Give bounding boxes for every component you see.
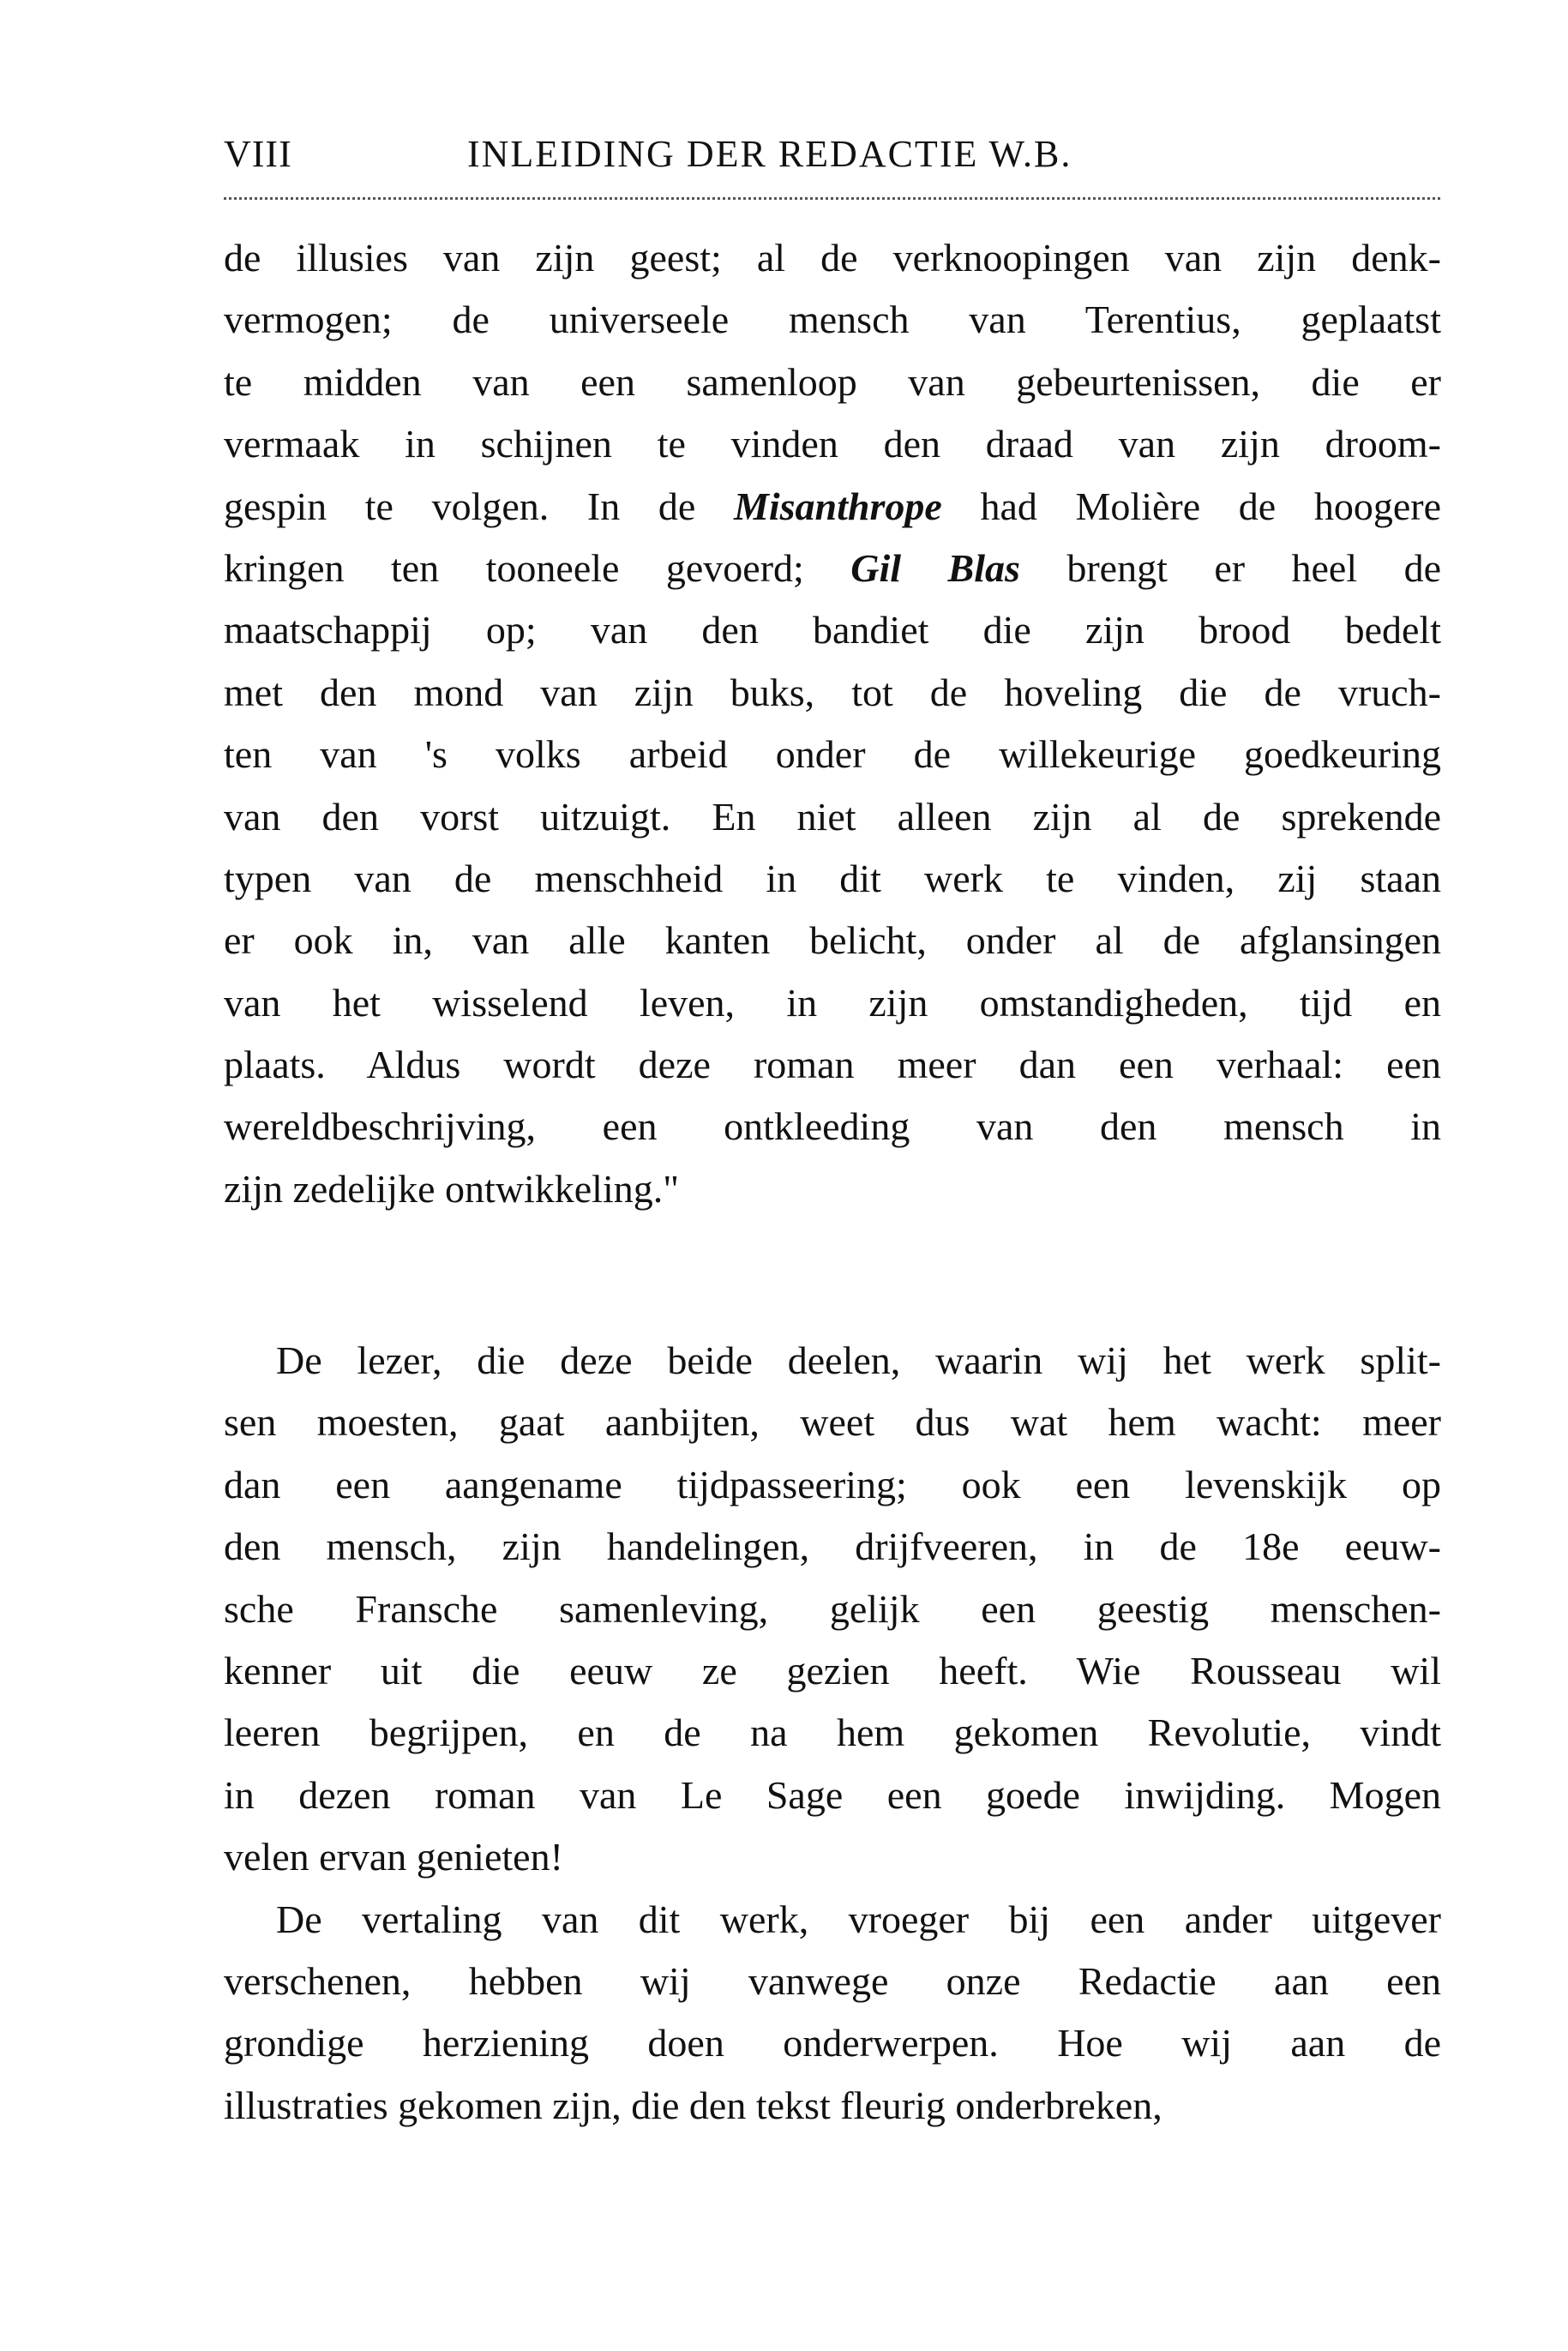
- text-segment: grondige herziening doen onderwerpen. Hoe wij aan de: [224, 2021, 1441, 2065]
- text-segment: sche Fransche samenleving, gelijk een geestig menschen-: [224, 1586, 1441, 1631]
- text-line: [224, 476, 1441, 538]
- text-line: [224, 1640, 1441, 1702]
- text-segment: typen van de menschheid in dit werk te vinden, zij staan: [224, 856, 1441, 900]
- text-segment: kringen ten tooneele gevoerd;: [224, 545, 851, 590]
- text-segment: de illusies van zijn geest; al de verknoopingen van zijn denk-: [224, 236, 1441, 280]
- text-segment: van het wisselend leven, in zijn omstandigheden, tijd en: [224, 980, 1441, 1025]
- text-line: [224, 662, 1441, 724]
- text-line: [224, 289, 1441, 351]
- text-line: [224, 599, 1441, 661]
- text-line: [224, 1889, 1441, 1951]
- text-segment: van den vorst uitzuigt. En niet alleen zijn al de sprekende: [224, 794, 1441, 839]
- text-line: [224, 1951, 1441, 2012]
- text-segment: plaats. Aldus wordt deze roman meer dan een verhaal: een: [224, 1043, 1441, 1087]
- text-line: [224, 1702, 1441, 1764]
- text-line: [224, 1578, 1441, 1640]
- text-segment: in dezen roman van Le Sage een goede inwijding. Mogen: [224, 1772, 1441, 1817]
- text-segment: sen moesten, gaat aanbijten, weet dus wat hem wacht: meer: [224, 1400, 1441, 1445]
- running-title: INLEIDING DER REDACTIE W.B.: [467, 133, 1072, 175]
- text-line: [224, 848, 1441, 910]
- text-line: [224, 786, 1441, 848]
- text-line: [224, 1454, 1441, 1516]
- text-line: [224, 1765, 1441, 1826]
- text-line: [224, 352, 1441, 413]
- text-segment: den mensch, zijn handelingen, drijfveeren, in de 18e eeuw-: [224, 1524, 1441, 1569]
- text-line: [224, 538, 1441, 599]
- text-segment: verschenen, hebben wij vanwege onze Redactie aan een: [224, 1958, 1441, 2003]
- text-segment: gespin te volgen. In de: [224, 484, 734, 528]
- text-line: [224, 227, 1441, 289]
- text-line: [224, 1392, 1441, 1453]
- text-line: [224, 1330, 1441, 1392]
- text-segment: brengt er heel de: [1019, 545, 1441, 590]
- text-segment: leeren begrijpen, en de na hem gekomen Revolutie, vindt: [224, 1711, 1441, 1755]
- text-segment: De lezer, die deze beide deelen, waarin wij het werk split-: [276, 1338, 1441, 1382]
- text-segment: er ook in, van alle kanten belicht, onder al de afglansingen: [224, 918, 1441, 963]
- page-number: VIII: [224, 133, 292, 175]
- text-segment: vermogen; de universeele mensch van Terentius, geplaatst: [224, 298, 1441, 342]
- text-segment: illustraties gekomen zijn, die den tekst fleurig onderbreken,: [224, 2083, 1162, 2127]
- text-segment: De vertaling van dit werk, vroeger bij een ander uitgever: [276, 1897, 1441, 1941]
- text-segment: had Molière de hoogere: [941, 484, 1441, 528]
- text-line: [224, 413, 1441, 475]
- text-segment: te midden van een samenloop van gebeurtenissen, die er: [224, 359, 1441, 404]
- text-line: [224, 910, 1441, 971]
- text-segment: dan een aangename tijdpasseering; ook een levenskijk op: [224, 1462, 1441, 1506]
- text-segment: vermaak in schijnen te vinden den draad van zijn droom-: [224, 422, 1441, 466]
- text-line: [224, 1158, 1441, 1220]
- text-segment: zijn zedelijke ontwikkeling.": [224, 1166, 680, 1211]
- text-segment: maatschappij op; van den bandiet die zijn brood bedelt: [224, 608, 1441, 652]
- text-segment: met den mond van zijn buks, tot de hoveling die de vruch-: [224, 670, 1441, 714]
- text-line: [224, 1516, 1441, 1578]
- text-line: [224, 724, 1441, 785]
- paragraph-2-and-3: [224, 1330, 1441, 2137]
- text-line: [224, 2075, 1441, 2137]
- italic-title: Gil Blas: [850, 545, 1020, 590]
- text-line: [224, 1826, 1441, 1888]
- text-line: [224, 972, 1441, 1034]
- header-dotted-rule: [224, 197, 1440, 200]
- text-line: [224, 1096, 1441, 1157]
- text-line: [224, 1034, 1441, 1096]
- text-segment: velen ervan genieten!: [224, 1835, 563, 1879]
- text-segment: wereldbeschrijving, een ontkleeding van den mensch in: [224, 1104, 1441, 1149]
- italic-title: Misanthrope: [733, 484, 942, 528]
- text-segment: ten van 's volks arbeid onder de willekeurige goedkeuring: [224, 732, 1441, 777]
- text-line: [224, 2012, 1441, 2074]
- paragraph-1: [224, 227, 1441, 1220]
- text-segment: kenner uit die eeuw ze gezien heeft. Wie Rousseau wil: [224, 1648, 1441, 1693]
